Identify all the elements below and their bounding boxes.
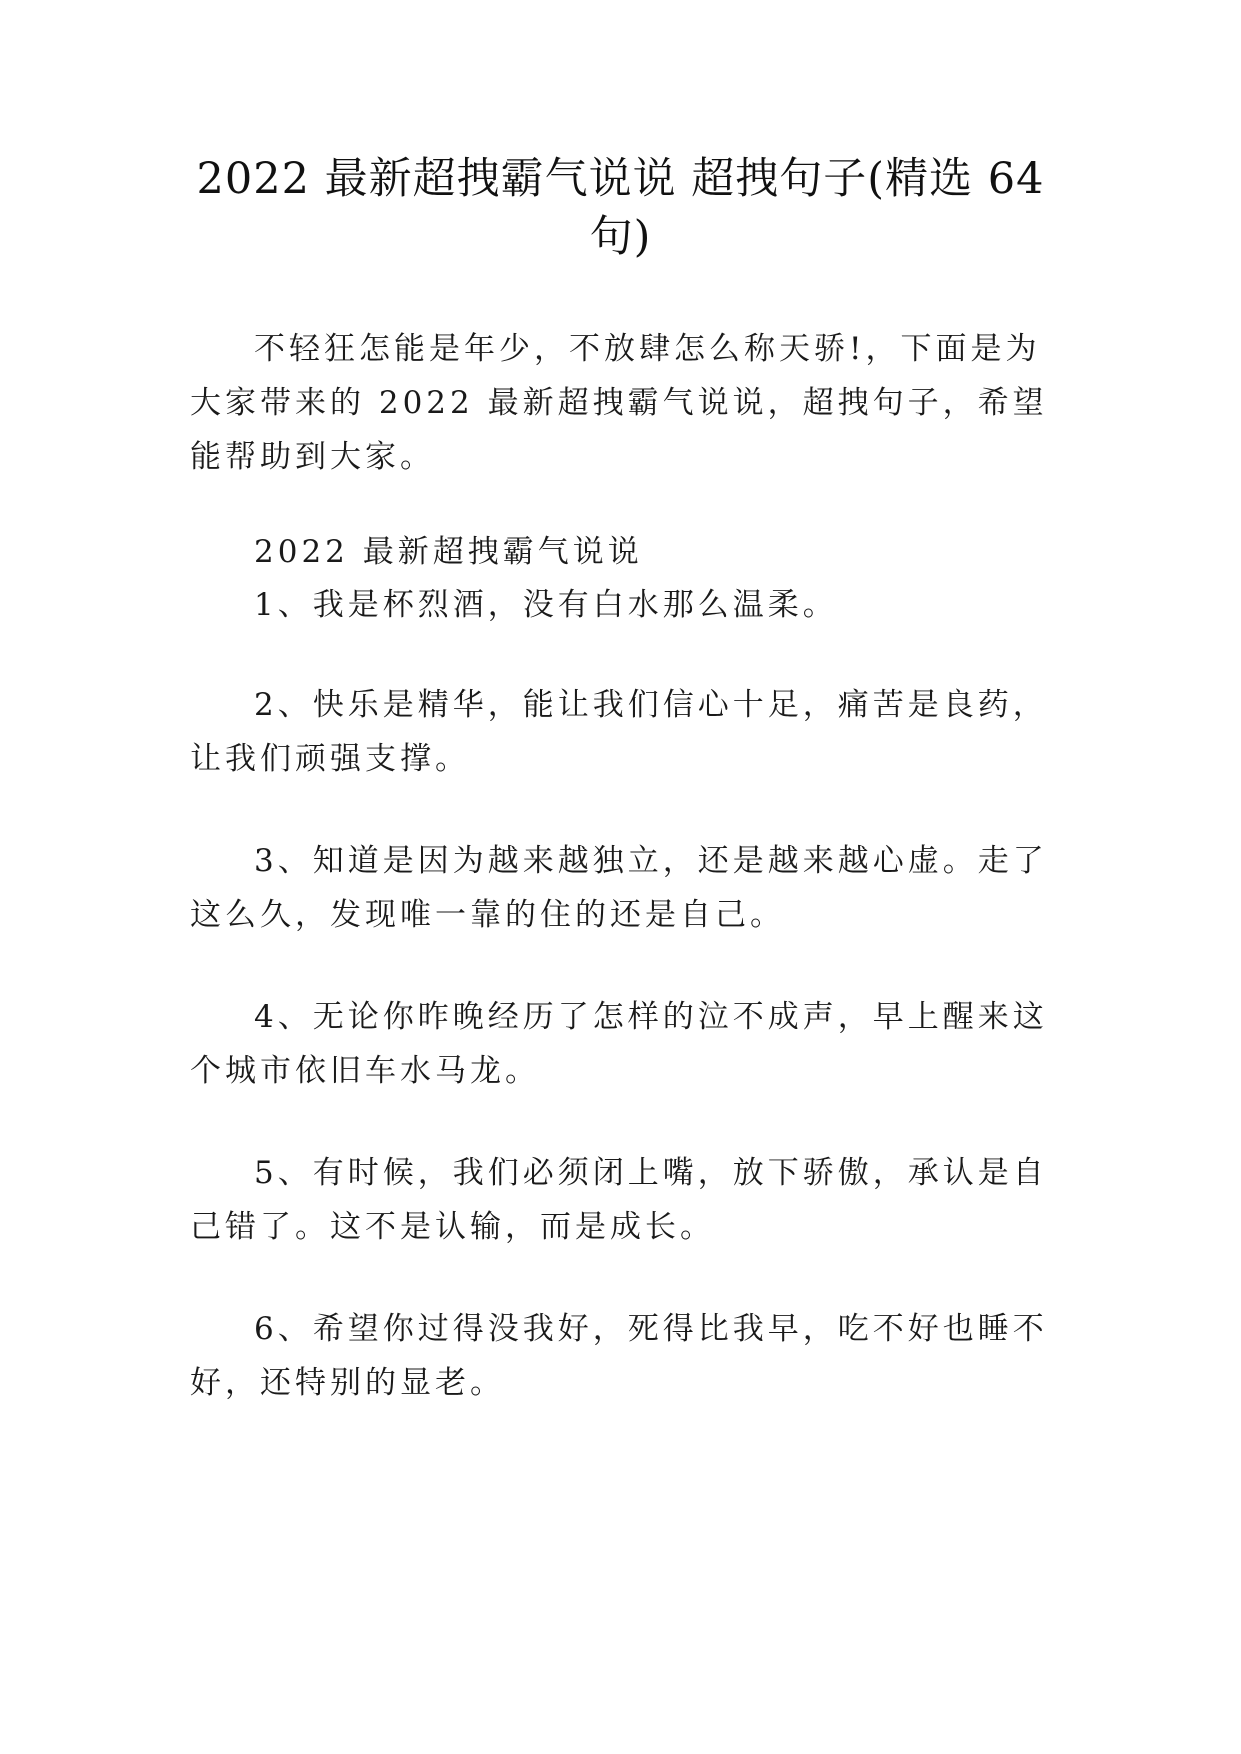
list-item-1: 1、我是杯烈酒，没有白水那么温柔。 — [254, 587, 838, 623]
list-item-5: 5、有时候，我们必须闭上嘴，放下骄傲，承认是自己错了。这不是认输，而是成长。 — [190, 1155, 1048, 1245]
title-line-2: 句) — [589, 212, 652, 262]
list-item-6: 6、希望你过得没我好，死得比我早，吃不好也睡不好，还特别的显老。 — [190, 1311, 1048, 1401]
document-title — [160, 150, 1081, 266]
intro-paragraph: 不轻狂怎能是年少，不放肆怎么称天骄!，下面是为大家带来的 2022 最新超拽霸气说说，超拽句子，希望能帮助到大家。 — [190, 331, 1048, 475]
list-item-3: 3、知道是因为越来越独立，还是越来越心虚。走了这么久，发现唯一靠的住的还是自己。 — [190, 843, 1048, 933]
section-heading: 2022 最新超拽霸气说说 — [254, 534, 643, 570]
title-line-1: 2022 最新超拽霸气说说 超拽句子(精选 64 — [196, 154, 1045, 204]
list-item-4: 4、无论你昨晚经历了怎样的泣不成声，早上醒来这个城市依旧车水马龙。 — [190, 999, 1048, 1089]
list-item-2: 2、快乐是精华，能让我们信心十足，痛苦是良药，让我们顽强支撑。 — [190, 687, 1048, 777]
